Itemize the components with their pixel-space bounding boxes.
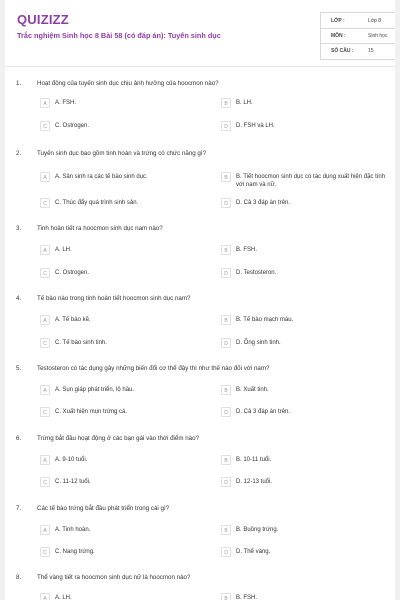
option-letter: C bbox=[40, 121, 50, 131]
option-letter: D bbox=[221, 121, 231, 131]
meta-label: SỐ CÂU : bbox=[331, 48, 354, 54]
option-letter: B bbox=[221, 525, 231, 535]
worksheet-meta bbox=[320, 12, 395, 60]
question-number: 2. bbox=[16, 150, 22, 157]
question-number: 7. bbox=[16, 505, 22, 512]
option-text: D. Testosteron. bbox=[236, 270, 277, 276]
option-text: A. Sản sinh ra các tế bào sinh dục. bbox=[55, 174, 148, 180]
question-text: Các tế bào trứng bắt đầu phát triển trong cái gì? bbox=[37, 505, 170, 512]
meta-label: MÔN : bbox=[331, 33, 346, 39]
option-letter: C bbox=[40, 338, 50, 348]
question-number: 1. bbox=[16, 80, 22, 87]
option-text: D. Cả 3 đáp án trên. bbox=[236, 200, 291, 206]
option-letter: A bbox=[40, 98, 50, 108]
question-text: Hoạt động của tuyến sinh dục chịu ảnh hưởng của hoocmon nào? bbox=[37, 80, 219, 87]
worksheet-title: Trắc nghiệm Sinh học 8 Bài 58 (có đáp án): Tuyến sinh dục bbox=[17, 31, 221, 40]
option-letter: A bbox=[40, 172, 50, 182]
option-text: C. Nang trứng. bbox=[55, 549, 95, 555]
option-letter: C bbox=[40, 407, 50, 417]
question-text: Testosteron có tác dụng gây những biến đổi cơ thể đậy thì như thế nào đối với nam? bbox=[37, 365, 270, 372]
meta-value: Sinh học bbox=[368, 33, 388, 39]
option-text: B. FSH. bbox=[236, 595, 258, 600]
quizizz-logo[interactable]: QUIZIZZ bbox=[17, 12, 69, 27]
worksheet-page bbox=[5, 0, 395, 600]
option-letter: C bbox=[40, 477, 50, 487]
option-text: A. LH. bbox=[55, 247, 72, 253]
option-letter: B bbox=[221, 315, 231, 325]
option-letter: D bbox=[221, 198, 231, 208]
option-text: B. Buồng trứng. bbox=[236, 527, 279, 533]
option-letter: D bbox=[221, 268, 231, 278]
option-letter: A bbox=[40, 315, 50, 325]
option-letter: A bbox=[40, 593, 50, 600]
option-letter: B bbox=[221, 593, 231, 600]
question-text: Tinh hoàn tiết ra hoocmon sinh dục nam nào? bbox=[37, 225, 163, 232]
option-letter: A bbox=[40, 245, 50, 255]
option-text: C. Xuất hiện mụn trứng cá. bbox=[55, 409, 128, 415]
meta-label: LỚP : bbox=[331, 18, 345, 24]
question-text: Thể vàng tiết ra hoocmon sinh dục nữ là hoocmon nào? bbox=[37, 574, 191, 581]
option-letter: B bbox=[221, 385, 231, 395]
option-text: D. FSH và LH. bbox=[236, 123, 275, 129]
question-text: Tuyến sinh dục bao gồm tinh hoàn và trứng có chức năng gì? bbox=[37, 150, 207, 157]
option-text: D. 12-13 tuổi. bbox=[236, 479, 273, 485]
option-letter: C bbox=[40, 198, 50, 208]
meta-row-subject bbox=[321, 28, 395, 44]
option-text: C. Tế bào sinh tinh. bbox=[55, 340, 107, 346]
meta-row-class bbox=[321, 13, 395, 29]
option-text: C. 11-12 tuổi. bbox=[55, 479, 91, 485]
option-letter: B bbox=[221, 98, 231, 108]
option-letter: B bbox=[221, 172, 231, 182]
option-text: A. Tinh hoàn. bbox=[55, 527, 91, 533]
meta-value: 15 bbox=[368, 48, 374, 54]
option-text: A. FSH. bbox=[55, 100, 77, 106]
option-letter: A bbox=[40, 455, 50, 465]
option-letter: C bbox=[40, 547, 50, 557]
option-letter: B bbox=[221, 245, 231, 255]
question-number: 8. bbox=[16, 574, 22, 581]
option-text: C. Ostrogen. bbox=[55, 270, 90, 276]
option-text: A. Tế bào kẽ. bbox=[55, 317, 91, 323]
option-text: A. LH. bbox=[55, 595, 72, 600]
question-text: Trứng bắt đầu hoạt động ở các bạn gái vào thời điểm nào? bbox=[37, 435, 200, 442]
meta-row-count bbox=[321, 43, 395, 58]
option-text: B. FSH. bbox=[236, 247, 258, 253]
option-text: C. Ostrogen. bbox=[55, 123, 90, 129]
option-letter: A bbox=[40, 385, 50, 395]
option-text: B. 10-11 tuổi. bbox=[236, 457, 272, 463]
option-letter: D bbox=[221, 477, 231, 487]
question-number: 6. bbox=[16, 435, 22, 442]
option-letter: A bbox=[40, 525, 50, 535]
header-divider bbox=[5, 66, 395, 67]
option-letter: B bbox=[221, 455, 231, 465]
meta-value: Lớp 8 bbox=[368, 18, 382, 24]
option-text: B. LH. bbox=[236, 100, 253, 106]
question-number: 4. bbox=[16, 295, 22, 302]
option-text: D. Thể vàng. bbox=[236, 549, 271, 555]
worksheet-header bbox=[5, 0, 395, 64]
option-text: B. Xuất tinh. bbox=[236, 387, 269, 393]
option-text: A. Sụn giáp phát triển, lộ hầu. bbox=[55, 387, 135, 393]
option-text: B. Tế bào mạch máu. bbox=[236, 317, 294, 323]
question-number: 5. bbox=[16, 365, 22, 372]
option-letter: D bbox=[221, 547, 231, 557]
option-letter: C bbox=[40, 268, 50, 278]
option-text: B. Tiết hoocmon sinh dục có tác dụng xuất hiện đặc tính với nam và nữ. bbox=[236, 174, 386, 188]
option-letter: D bbox=[221, 338, 231, 348]
question-text: Tế bào nào trong tinh hoàn tiết hoocmon sinh dục nam? bbox=[37, 295, 191, 302]
question-number: 3. bbox=[16, 225, 22, 232]
option-text: C. Thúc đẩy quá trình sinh sản. bbox=[55, 200, 139, 206]
option-text: A. 9-10 tuổi. bbox=[55, 457, 88, 463]
option-text: D. Ống sinh tinh. bbox=[236, 340, 281, 346]
option-text: D. Cả 3 đáp án trên. bbox=[236, 409, 291, 415]
option-letter: D bbox=[221, 407, 231, 417]
